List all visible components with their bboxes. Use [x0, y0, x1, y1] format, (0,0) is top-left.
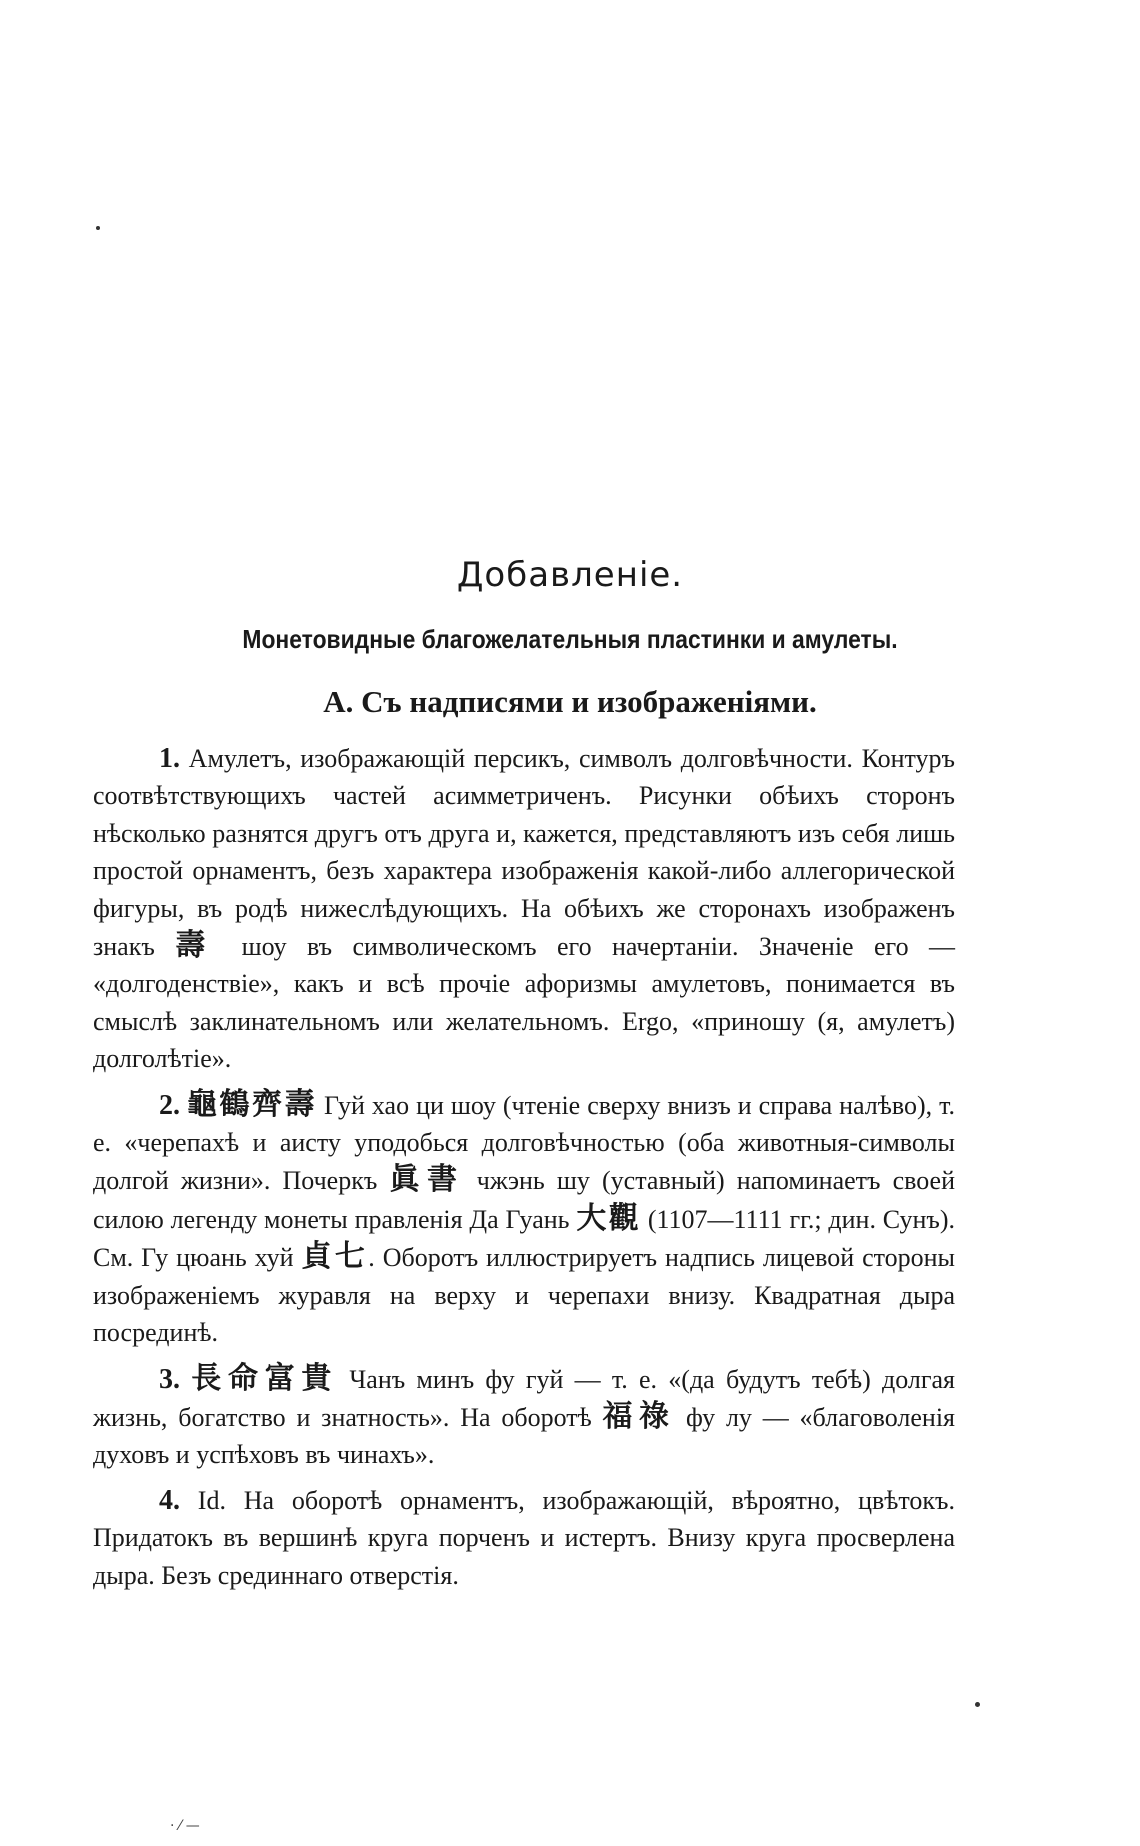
entry-text: чжэнь шу (уставный) напоминаетъ своей силою легенду монеты правленія Да Гуань	[93, 1166, 956, 1234]
chinese-characters: 壽	[175, 928, 222, 964]
page-subtitle: Монетовидные благожелательныя пластинки и амулеты.	[242, 624, 898, 654]
chinese-characters: 龜鶴齊壽	[187, 1086, 317, 1122]
speck-mark	[96, 226, 100, 230]
entry-text: Амулетъ, изображающій персикъ, символъ долговѣчности. Контуръ соотвѣтствующихъ частей асимметриченъ. Рисунки обѣихъ сторонъ нѣсколько разнятся другъ отъ друга и, кажется, представляютъ изъ себя лишь простой орнаментъ, безъ характера изображенія какой-либо аллегорической фигуры, въ родѣ нижеслѣдующихъ. На обѣихъ же сторонахъ изображенъ знакъ	[93, 744, 956, 962]
entry-text: Чанъ минъ фу гуй — т. е. «(да будутъ тебѣ) долгая жизнь, богатство и знатность». На оборотѣ	[93, 1364, 955, 1432]
entry-number: 4.	[159, 1484, 180, 1516]
entry-text: фу лу — «благоволенія духовъ и успѣховъ въ чинахъ».	[93, 1402, 956, 1470]
entry-1	[93, 740, 955, 1078]
page-title: Добавленіе.	[456, 555, 684, 595]
chinese-characters: 長命富貴	[191, 1360, 339, 1396]
entry-number: 1.	[159, 743, 180, 774]
chinese-characters: 大觀	[576, 1200, 642, 1236]
entry-2	[93, 1086, 955, 1352]
entry-text: шоу въ символическомъ его начертаніи. Значеніе его — «долгоденствіе», какъ и всѣ прочіе афоризмы амулетовъ, понимается въ смыслѣ заклинательномъ или желательномъ. Ergo, «приношу (я, амулетъ) долголѣтіе».	[93, 932, 955, 1074]
chinese-characters: 眞書	[389, 1162, 465, 1198]
entry-text: . Оборотъ иллюстрируетъ надпись лицевой стороны изображеніемъ журавля на верху и черепахи внизу. Квадратная дыра посрединѣ.	[93, 1243, 956, 1348]
speck-mark	[975, 1702, 980, 1707]
entry-text: Id. На оборотѣ орнаментъ, изображающій, вѣроятно, цвѣтокъ. Придатокъ въ вершинѣ круга порченъ и истертъ. Внизу круга просверлена дыра. Безъ срединнаго отверстія.	[93, 1485, 955, 1590]
entry-4	[93, 1482, 955, 1594]
entry-text: Гуй хао ци шоу (чтеніе сверху внизъ и справа налѣво), т. е. «черепахѣ и аисту уподобься долговѣчностью (оба животныя-символы долгой жизни». Почеркъ	[93, 1090, 956, 1196]
entry-text: (1107—1111 гг.; дин. Сунъ). См. Гу цюань хуй	[93, 1204, 956, 1273]
entry-number: 3.	[159, 1363, 180, 1395]
chinese-characters: 福祿	[602, 1398, 676, 1434]
entry-3	[93, 1360, 955, 1474]
section-heading: А. Съ надписями и изображеніями.	[323, 684, 817, 719]
body-text	[93, 740, 955, 1602]
print-mark: · ⁄ —	[170, 1818, 200, 1834]
entry-number: 2.	[159, 1089, 180, 1121]
chinese-characters: 貞七	[301, 1239, 369, 1275]
